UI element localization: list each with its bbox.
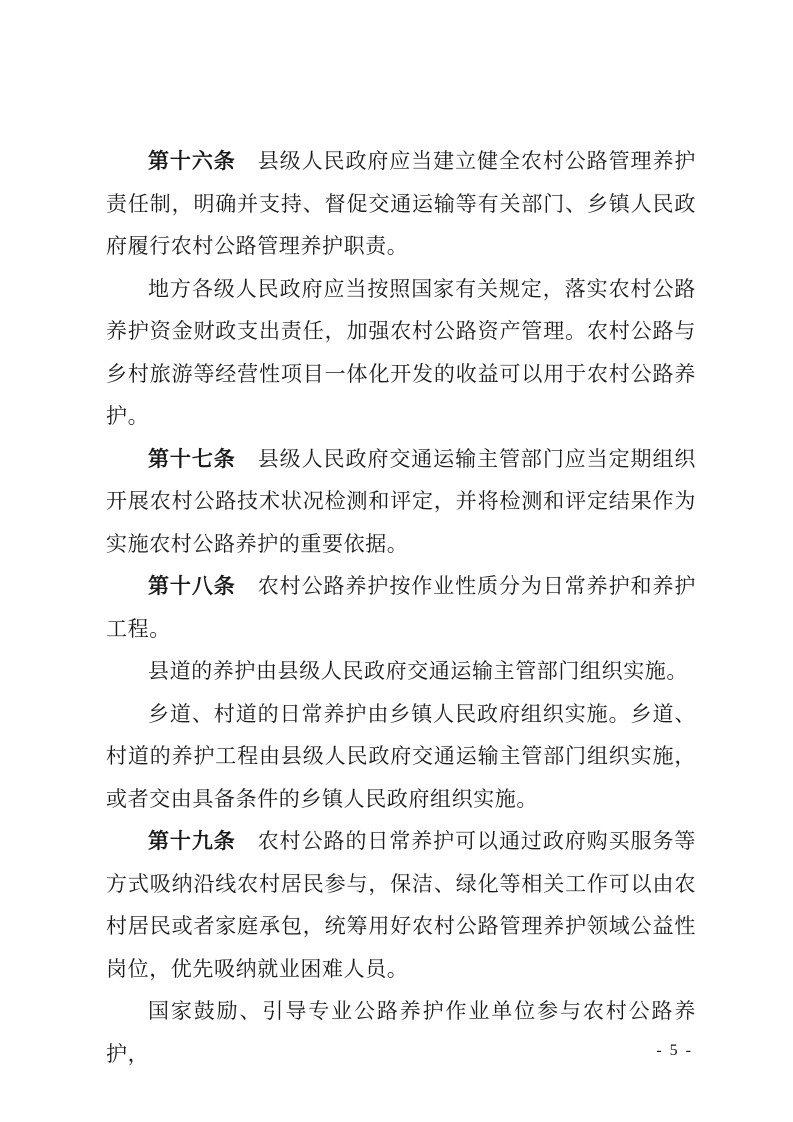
paragraph-text: 县级人民政府交通运输主管部门应当定期组织开展农村公路技术状况检测和评定，并将检测和评定结果作为实施农村公路养护的重要依据。 [106,446,697,556]
paragraph-article-18 [106,565,696,650]
paragraph [106,693,696,821]
paragraph-text: 国家鼓励、引导专业公路养护作业单位参与农村公路养护， [106,999,696,1066]
paragraph [106,650,696,693]
paragraph-article-16 [106,140,696,268]
article-number: 第十六条 [148,149,236,173]
paragraph-text: 农村公路的日常养护可以通过政府购买服务等方式吸纳沿线农村居民参与，保洁、绿化等相关工作可以由农村居民或者家庭承包，统筹用好农村公路管理养护领域公益性岗位，优先吸纳就业困难人员。 [106,829,697,981]
paragraph [106,990,696,1075]
page-number: - 5 - [656,1042,693,1059]
paragraph-text: 县级人民政府应当建立健全农村公路管理养护责任制，明确并支持、督促交通运输等有关部门、乡镇人民政府履行农村公路管理养护职责。 [106,149,697,258]
paragraph-text: 地方各级人民政府应当按照国家有关规定，落实农村公路养护资金财政支出责任，加强农村公路资产管理。农村公路与乡村旅游等经营性项目一体化开发的收益可以用于农村公路养护。 [106,276,696,428]
paragraph-article-19 [106,820,696,990]
article-number: 第十七条 [148,446,236,471]
paragraph-text: 县道的养护由县级人民政府交通运输主管部门组织实施。 [148,659,688,683]
document-body [106,140,696,1075]
article-number: 第十九条 [148,829,236,853]
paragraph-text: 农村公路养护按作业性质分为日常养护和养护工程。 [106,574,697,641]
article-number: 第十八条 [148,574,236,598]
paragraph-text: 乡道、村道的日常养护由乡镇人民政府组织实施。乡道、村道的养护工程由县级人民政府交通运输主管部门组织实施，或者交由具备条件的乡镇人民政府组织实施。 [106,701,696,811]
paragraph [106,268,696,438]
paragraph-article-17 [106,438,696,566]
